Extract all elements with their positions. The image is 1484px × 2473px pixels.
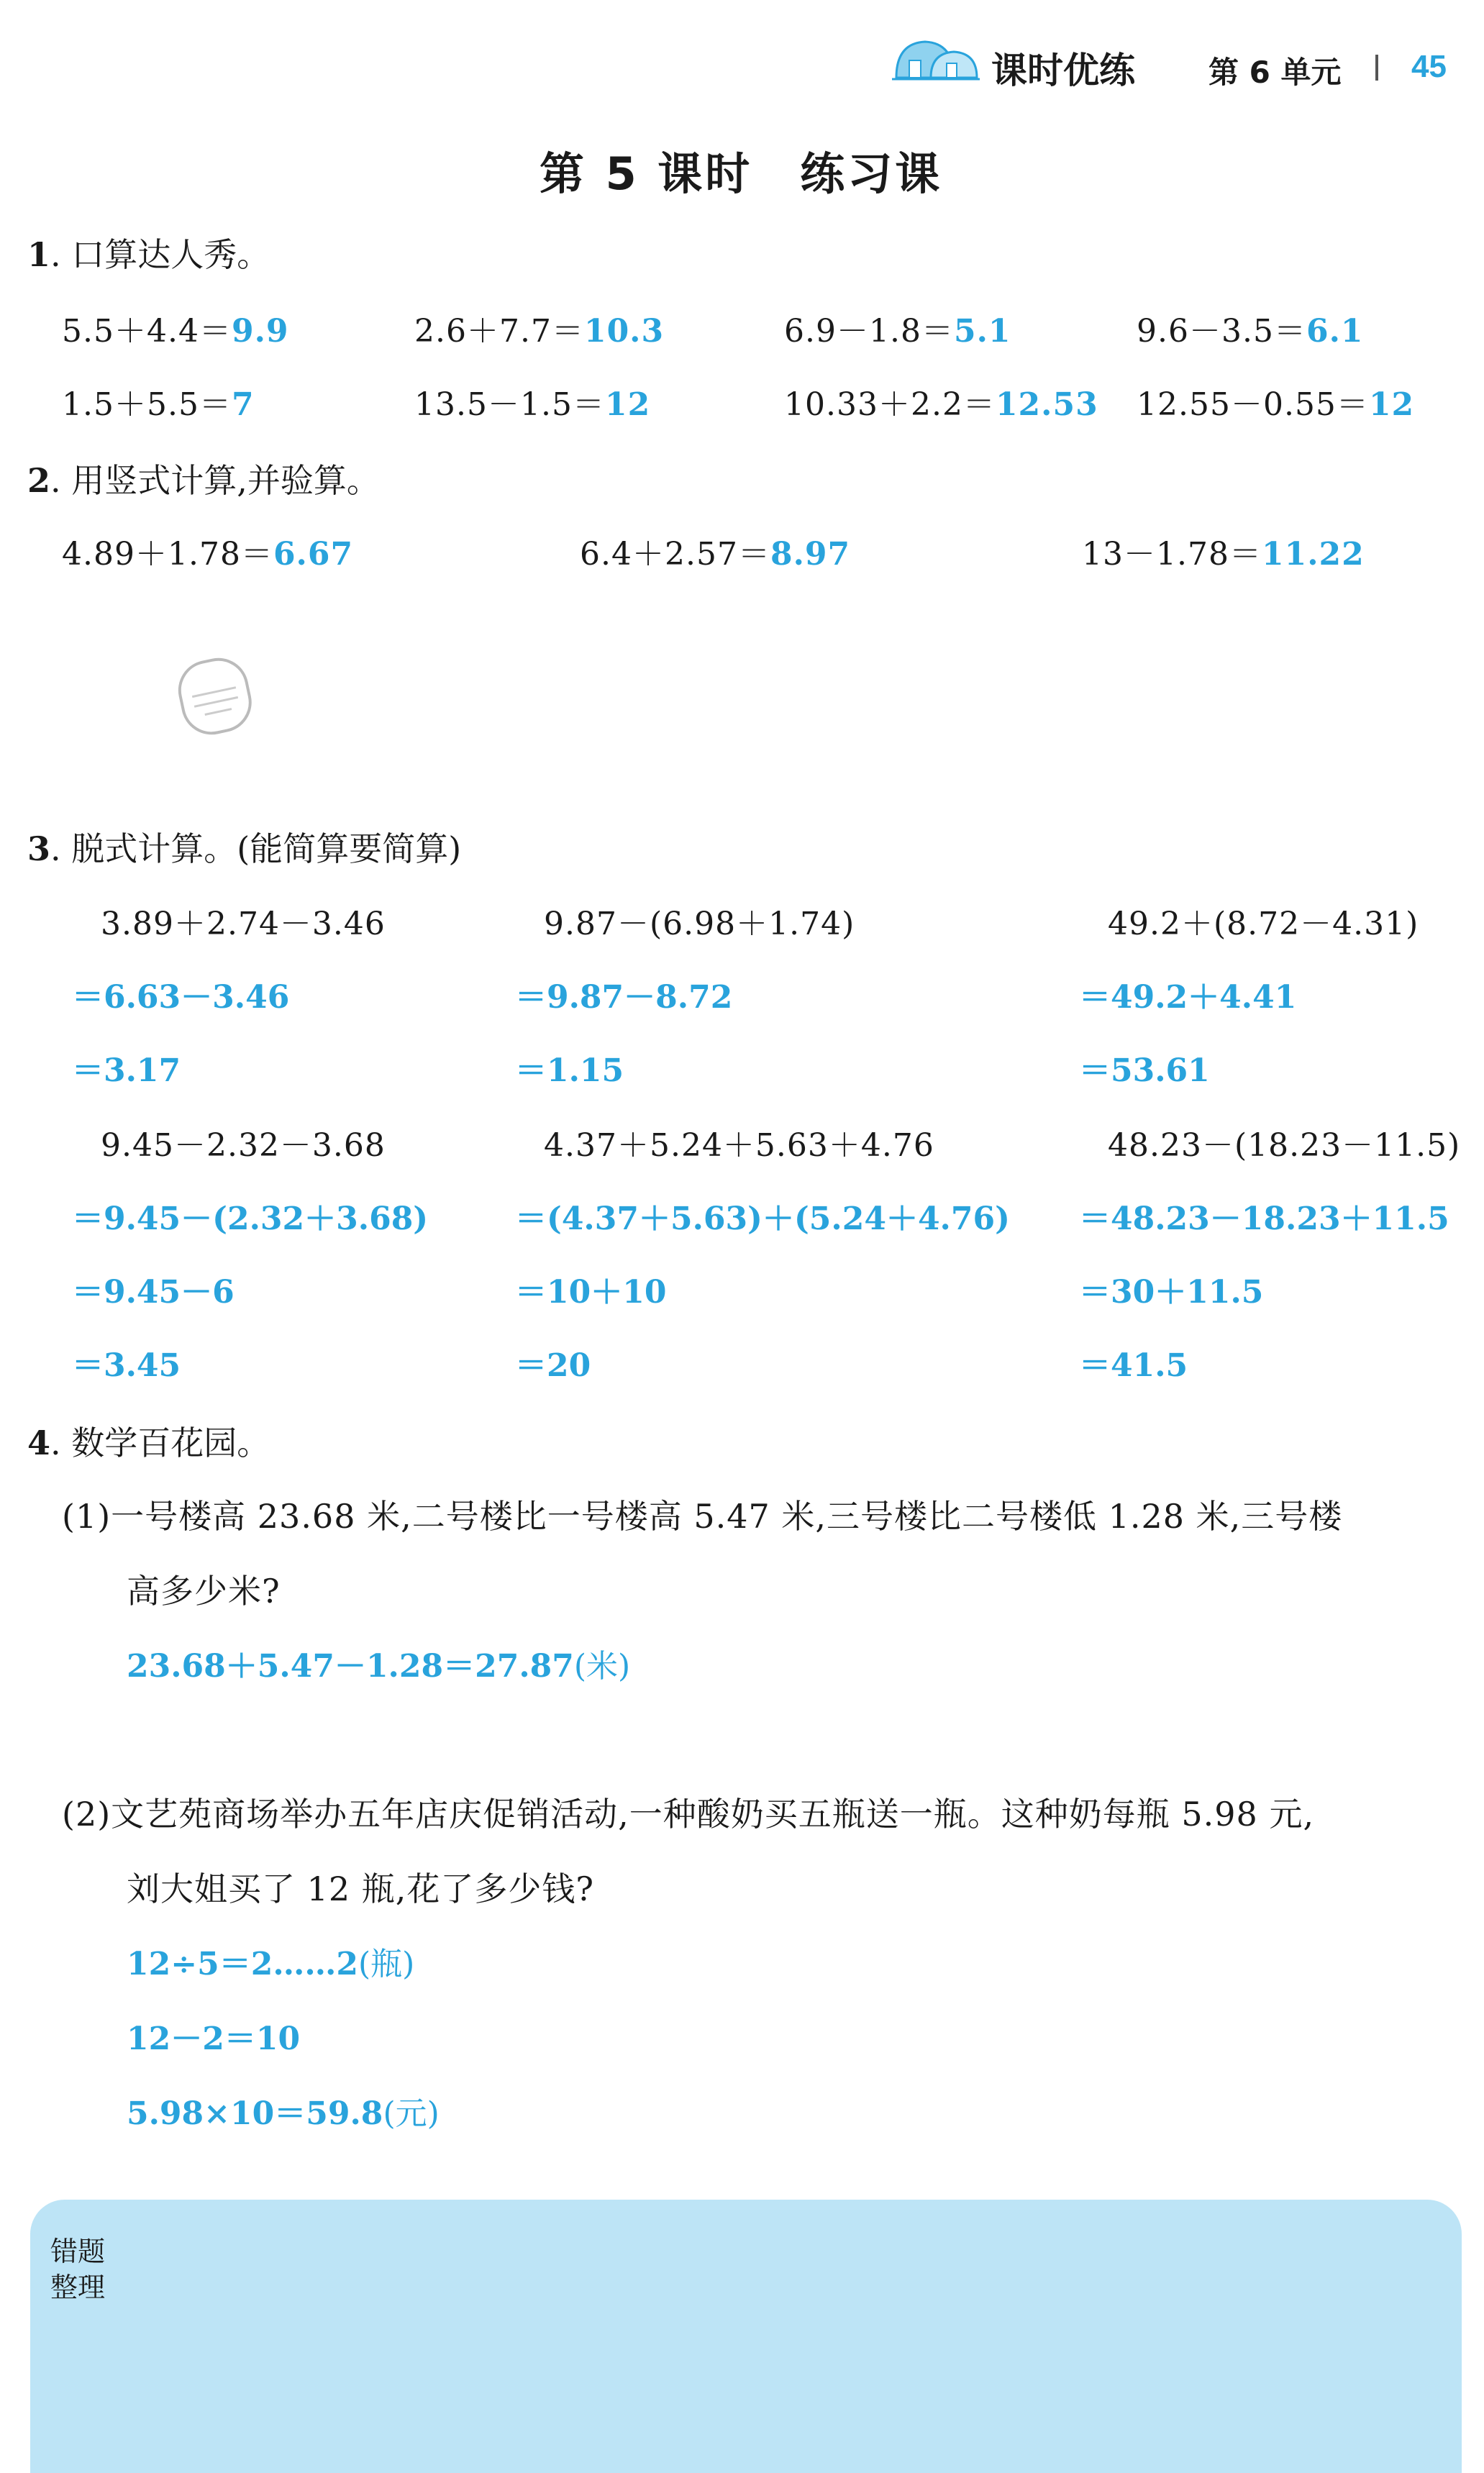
- header-divider: [1375, 55, 1378, 81]
- q1-item: 5.5＋4.4＝9.9: [62, 313, 289, 350]
- q4-p2-answer: 5.98×10＝59.8(元): [127, 2095, 440, 2132]
- q3-expression: 9.45－2.32－3.68: [101, 1127, 386, 1164]
- q1-item: 12.55－0.55＝12: [1137, 386, 1415, 423]
- stamp-watermark: [168, 650, 262, 744]
- q3-expression: 3.89＋2.74－3.46: [101, 906, 386, 942]
- q4-p1-answer: 23.68＋5.47－1.28＝27.87(米): [127, 1648, 631, 1685]
- q1-number: 1: [27, 235, 51, 274]
- error-notes-label: 错题 整理: [50, 2236, 106, 2303]
- q3-step: ＝9.45－6: [72, 1274, 235, 1311]
- q3-step: ＝1.15: [515, 1052, 624, 1089]
- q2-item: 13－1.78＝11.22: [1082, 536, 1365, 573]
- q1-item: 1.5＋5.5＝7: [62, 386, 255, 423]
- q1-heading: [27, 229, 270, 276]
- q1-item: 2.6＋7.7＝10.3: [414, 313, 665, 350]
- q3-step: ＝49.2＋4.41: [1079, 979, 1297, 1016]
- q3-step: ＝48.23－18.23＋11.5: [1079, 1201, 1449, 1237]
- q3-title: . 脱式计算。(能简算要简算): [50, 829, 462, 868]
- q4-p2-answer: 12÷5＝2……2(瓶): [127, 1946, 415, 1982]
- q4-p2-text: 刘大姐买了 12 瓶,花了多少钱?: [127, 1869, 595, 1908]
- q3-heading: [27, 823, 461, 870]
- q3-step: ＝20: [515, 1347, 591, 1384]
- q3-expression: 49.2＋(8.72－4.31): [1108, 906, 1419, 942]
- q2-item: 4.89＋1.78＝6.67: [62, 536, 354, 573]
- q1-item: 10.33＋2.2＝12.53: [784, 386, 1098, 423]
- q3-step: ＝10＋10: [515, 1274, 667, 1311]
- q3-expression: 9.87－(6.98＋1.74): [544, 906, 855, 942]
- q2-number: 2: [27, 461, 51, 500]
- q2-item: 6.4＋2.57＝8.97: [580, 536, 851, 573]
- q1-item: 9.6－3.5＝6.1: [1137, 313, 1364, 350]
- q4-p1-text: (1)一号楼高 23.68 米,二号楼比一号楼高 5.47 米,三号楼比二号楼低 1.28 米,三号楼: [62, 1497, 1343, 1536]
- page-number: 45: [1411, 49, 1447, 84]
- q1-item: 6.9－1.8＝5.1: [784, 313, 1011, 350]
- q3-step: ＝41.5: [1079, 1347, 1188, 1384]
- q3-step: ＝(4.37＋5.63)＋(5.24＋4.76): [515, 1201, 1010, 1237]
- q1-item: 13.5－1.5＝12: [414, 386, 651, 423]
- q3-step: ＝53.61: [1079, 1052, 1210, 1089]
- q3-expression: 4.37＋5.24＋5.63＋4.76: [544, 1127, 934, 1164]
- q4-title: . 数学百花园。: [50, 1424, 270, 1462]
- q2-heading: [27, 455, 380, 502]
- q4-number: 4: [27, 1424, 51, 1462]
- q3-number: 3: [27, 829, 51, 868]
- q3-step: ＝9.45－(2.32＋3.68): [72, 1201, 429, 1237]
- q3-step: ＝6.63－3.46: [72, 979, 290, 1016]
- q3-expression: 48.23－(18.23－11.5): [1108, 1127, 1461, 1164]
- header-logo-icon: [891, 35, 981, 85]
- q3-step: ＝3.17: [72, 1052, 181, 1089]
- q3-step: ＝3.45: [72, 1347, 181, 1384]
- q1-title: . 口算达人秀。: [50, 235, 270, 274]
- q4-p2-text: (2)文艺苑商场举办五年店庆促销活动,一种酸奶买五瓶送一瓶。这种奶每瓶 5.98 元,: [62, 1795, 1315, 1834]
- lesson-title: 第 5 课时 练习课: [540, 147, 943, 200]
- header-title: 课时优练: [991, 50, 1135, 91]
- q2-title: . 用竖式计算,并验算。: [50, 461, 380, 500]
- header-unit: 第 6 单元: [1208, 55, 1342, 90]
- q4-p1-text: 高多少米?: [127, 1572, 281, 1611]
- q3-step: ＝9.87－8.72: [515, 979, 733, 1016]
- q4-heading: [27, 1417, 270, 1465]
- q4-p2-answer: 12－2＝10: [127, 2021, 301, 2057]
- error-notes-box: [30, 2200, 1462, 2473]
- q3-step: ＝30＋11.5: [1079, 1274, 1264, 1311]
